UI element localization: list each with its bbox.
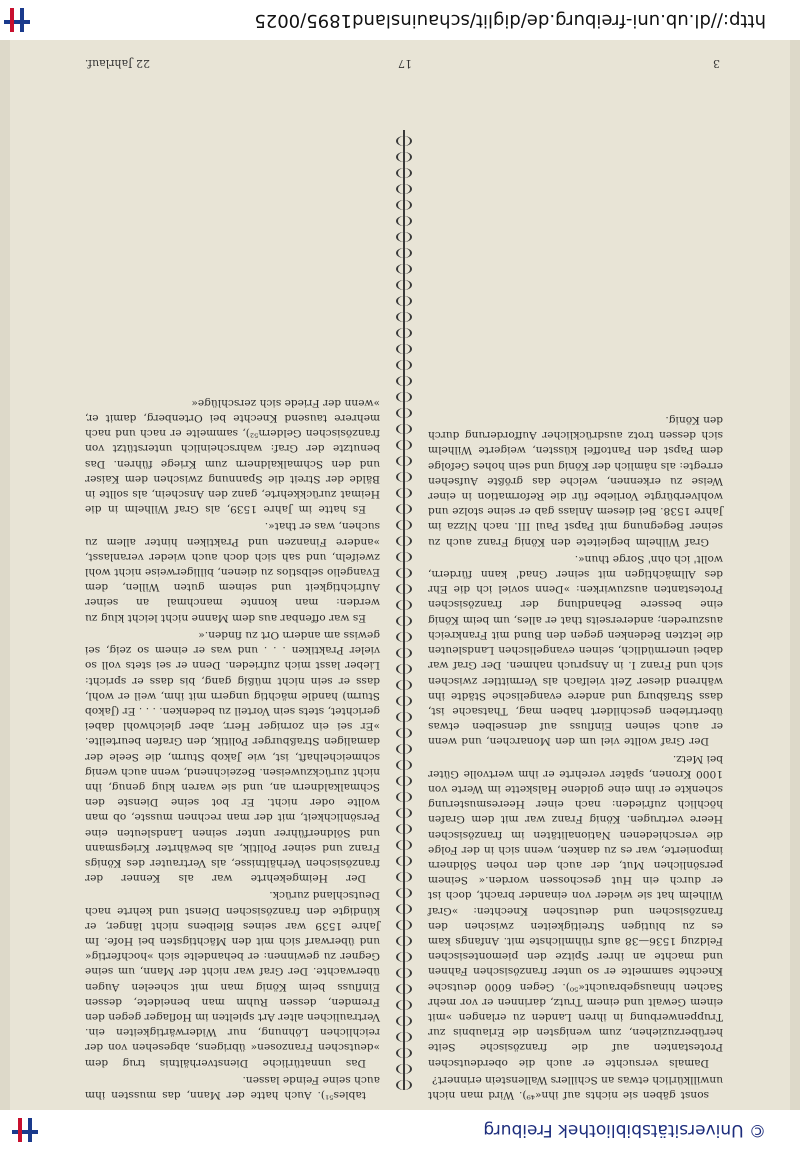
divider-ornament: [396, 328, 412, 338]
page-number: 17: [398, 57, 412, 70]
divider-ornament: [396, 504, 412, 514]
divider-ornament: [396, 952, 412, 962]
divider-ornament: [396, 600, 412, 610]
divider-ornament: [396, 1080, 412, 1090]
text-column-right: [85, 393, 380, 1102]
divider-ornament: [396, 584, 412, 594]
divider-ornament: [396, 152, 412, 162]
paragraph: tables⁵¹). Auch hatte der Mann, das mussten ihm auch seine Feinde lassen.: [85, 1073, 380, 1101]
divider-ornament: [396, 1064, 412, 1074]
paragraph: Der Heimgekehrte war als Kenner der französischen Verhältnisse, als Vertrauter des Königs Franz und seiner Politik, als bewährter Kriegsmann und Söldnerführer unter seinen Landsleuten eine Persönlichkeit, mit der man rechnen musste, ob man wollte oder nicht. Er bot seine Dienste den Schmalkaldnern an, und sie waren klug genug, ihn nicht zurückzuweisen. Bezeichnend, wenn auch wenig schmeichelhaft, ist, wie Jakob Sturm, die Seele der damaligen Straßburger Politik, den Grafen beurteilte. »Er sei ein zorniger Herr, aber gleichwohl dabei gerichtet, stets sein Vorteil zu bedenken. . . . Er (Jakob Sturm) handle mächtig ungern mit ihm, weil er wohl, dass er sein nicht müßig gang, bis dass er spricht: Lieber lasst mich zufrieden. Denn er sei stets voll so vieler Praktiken . . . und was er einem so zeig, sei gewiss am andern Ort zu finden.«: [85, 628, 380, 885]
divider-ornament: [396, 280, 412, 290]
document-url[interactable]: http://dl.ub.uni-freiburg.de/diglit/schauinsland1895/0025: [254, 10, 766, 31]
divider-ornament: [396, 632, 412, 642]
divider-ornament: [396, 808, 412, 818]
library-banner: [0, 1110, 800, 1150]
divider-ornament: [396, 568, 412, 578]
divider-ornament: [396, 488, 412, 498]
divider-ornament: [396, 216, 412, 226]
divider-ornament: [396, 776, 412, 786]
institution-name: © Universitätsbibliothek Freiburg: [483, 1120, 766, 1140]
divider-ornament: [396, 264, 412, 274]
divider-ornament: [396, 248, 412, 258]
divider-ornament: [396, 136, 412, 146]
divider-ornament: [396, 360, 412, 370]
divider-ornament: [396, 344, 412, 354]
divider-ornament: [396, 232, 412, 242]
divider-ornament: [396, 936, 412, 946]
sheet-mark: 3: [713, 57, 720, 70]
divider-ornament: [396, 664, 412, 674]
divider-ornament: [396, 712, 412, 722]
divider-ornament: [396, 792, 412, 802]
divider-ornament: [396, 1000, 412, 1010]
paragraph: sonst gäben sie nichts auf ihn«⁴⁹). Wird man nicht unwillkürlich etwas an Schillers Wallenstein erinnert?: [428, 1073, 723, 1101]
divider-ornament: [396, 424, 412, 434]
divider-ornament: [396, 184, 412, 194]
divider-ornament: [396, 520, 412, 530]
paragraph: Es hatte im Jahre 1539, als Graf Wilhelm in die Heimat zurückkehrte, ganz den Anschein, als sollte in Bälde der Streit die Spannung zwischen dem Kaiser und den Schmalkaldnern zum Kriege führen. Das benutzte der Graf: wahrscheinlich unterstützt von französischen Geldern⁵²), sammelte er nach und nach mehrere tausend Knechte bei Ortenberg, damit er, »wenn der Friede sich zerschlüge«: [85, 396, 380, 516]
divider-ornament: [396, 920, 412, 930]
divider-ornament: [396, 472, 412, 482]
paragraph: Das unnatürliche Dienstverhältnis trug dem »deutschen Franzosen« übrigens, abgesehen von der reichlichen Löhnung, nur Widerwärtigkeiten ein. Vertraulichen alter Art spielten im Hoflager gegen den Fremden, dessen Ruhm man beneidete, dessen Einfluss beim König man mit scheelen Augen überwachte. Der Graf war nicht der Mann, um seine Gegner zu gewinnen: er behandelte sich »hochfertig« und überwarf sich mit den Mächtigsten bei Hofe. Im Jahre 1539 war seines Bleibens nicht länger, er kündigte den französischen Dienst und kehrte nach Deutschland zurück.: [85, 889, 380, 1069]
url-banner: [0, 0, 800, 40]
divider-ornament: [396, 680, 412, 690]
paragraph: Es war offenbar aus dem Manne nicht leicht klug zu werden: man konnte manchmal an seiner Aufrichtigkeit und seinem guten Willen, dem Evangelio selbstlos zu dienen, billigerweise nicht wohl zweifeln, und sah sich doch auch wieder veranlasst, »andere Finanzen und Praktiken hinter allem zu suchen, was er that«.: [85, 520, 380, 624]
divider-ornament: [396, 1016, 412, 1026]
divider-ornament: [396, 296, 412, 306]
divider-ornament: [396, 1048, 412, 1058]
divider-ornament: [396, 696, 412, 706]
divider-ornament: [396, 648, 412, 658]
divider-ornament: [396, 536, 412, 546]
divider-ornament: [396, 616, 412, 626]
divider-ornament: [396, 840, 412, 850]
divider-ornament: [396, 728, 412, 738]
column-divider: [396, 130, 412, 1090]
paragraph: Graf Wilhelm begleitete den König Franz auch zu seiner Begegnung mit Papst Paul III. nach Nizza im Jahre 1538. Bei diesem Anlass gab er seine stolze und wohlverbürgte Vorliebe für die Reformation in einer Weise zu erkennen, welche das größte Aufsehen erregte: als nämlich der König und sein hohes Gefolge dem Papst den Pantoffel küssten, weigerte Wilhelm sich dessen trotz ausdrücklicher Aufforderung durch den König.: [428, 414, 723, 548]
divider-ornament: [396, 824, 412, 834]
divider-ornament: [396, 984, 412, 994]
divider-ornament: [396, 312, 412, 322]
volume-label: 22 Jahrlauf.: [84, 57, 150, 70]
divider-ornament: [396, 744, 412, 754]
divider-ornament: [396, 760, 412, 770]
divider-ornament: [396, 392, 412, 402]
library-logo-icon: [4, 8, 30, 32]
divider-ornament: [396, 440, 412, 450]
paragraph: Damals versuchte er auch die oberdeutschen Protestanten auf die französische Seite herüberzuziehen, zum wenigsten die Erlaubnis zur Truppenwerbung in ihren Landen zu erlangen »mit einem Gewalt und einem Trutz, darinnen er vor mehr Sachen hinausgebraucht«⁵⁰). Gegen 6000 deutsche Knechte sammelte er so unter französischen Fahnen und machte an ihrer Spitze den piemontesischen Feldzug 1536—38 aufs rühmlichste mit. Anfangs kam es zu blutigen Streitigkeiten zwischen den französischen und deutschen Knechten: »Graf Wilhelm hat sie wieder von einander bracht, doch ist er durch ein Hut geschossen worden.« Seinem persönlichen Mut, der auch den rohen Söldnern imponierte, war es zu danken, wenn sich in der Folge die verschiedenen Nationalitäten im französischen Heere vertrugen. König Franz war mit dem Grafen höchlich zufrieden: nach einer Heeresmusterung schenkte er ihm eine goldene Halskette im Werte von 1000 Kronen, später verehrte er ihm wertvolle Güter bei Metz.: [428, 752, 723, 1069]
divider-ornament: [396, 168, 412, 178]
divider-ornament: [396, 872, 412, 882]
divider-ornament: [396, 408, 412, 418]
text-column-left: [428, 410, 723, 1102]
divider-ornament: [396, 1032, 412, 1042]
paragraph: Der Graf wollte viel um den Monarchen, und wenn er auch seinen Einfluss auf denselben etwas übertrieben geschildert haben mag, Thatsache ist, dass Straßburg und andere evangelische Städte ihn während dieser Zeit vielfach als Vermittler zwischen sich und Franz I. in Anspruch nahmen. Der Graf war dabei unermüdlich, seinen evangelischen Landsleuten die letzten Bedenken gegen den Bund mit Frankreich auszureden; andererseits that er alles, um beim König eine bessere Behandlung der französischen Protestanten auszuwirken: »Denn soviel ich die Ehr des Allmächtigen mit seiner Gnad' kann fürdern, wollt' ich ohn' Sorge thun«.: [428, 552, 723, 748]
divider-ornament: [396, 200, 412, 210]
divider-ornament: [396, 856, 412, 866]
divider-ornament: [396, 456, 412, 466]
library-logo-icon: [12, 1118, 38, 1142]
divider-ornament: [396, 888, 412, 898]
divider-ornament: [396, 968, 412, 978]
divider-ornament: [396, 376, 412, 386]
divider-ornament: [396, 552, 412, 562]
divider-ornament: [396, 904, 412, 914]
